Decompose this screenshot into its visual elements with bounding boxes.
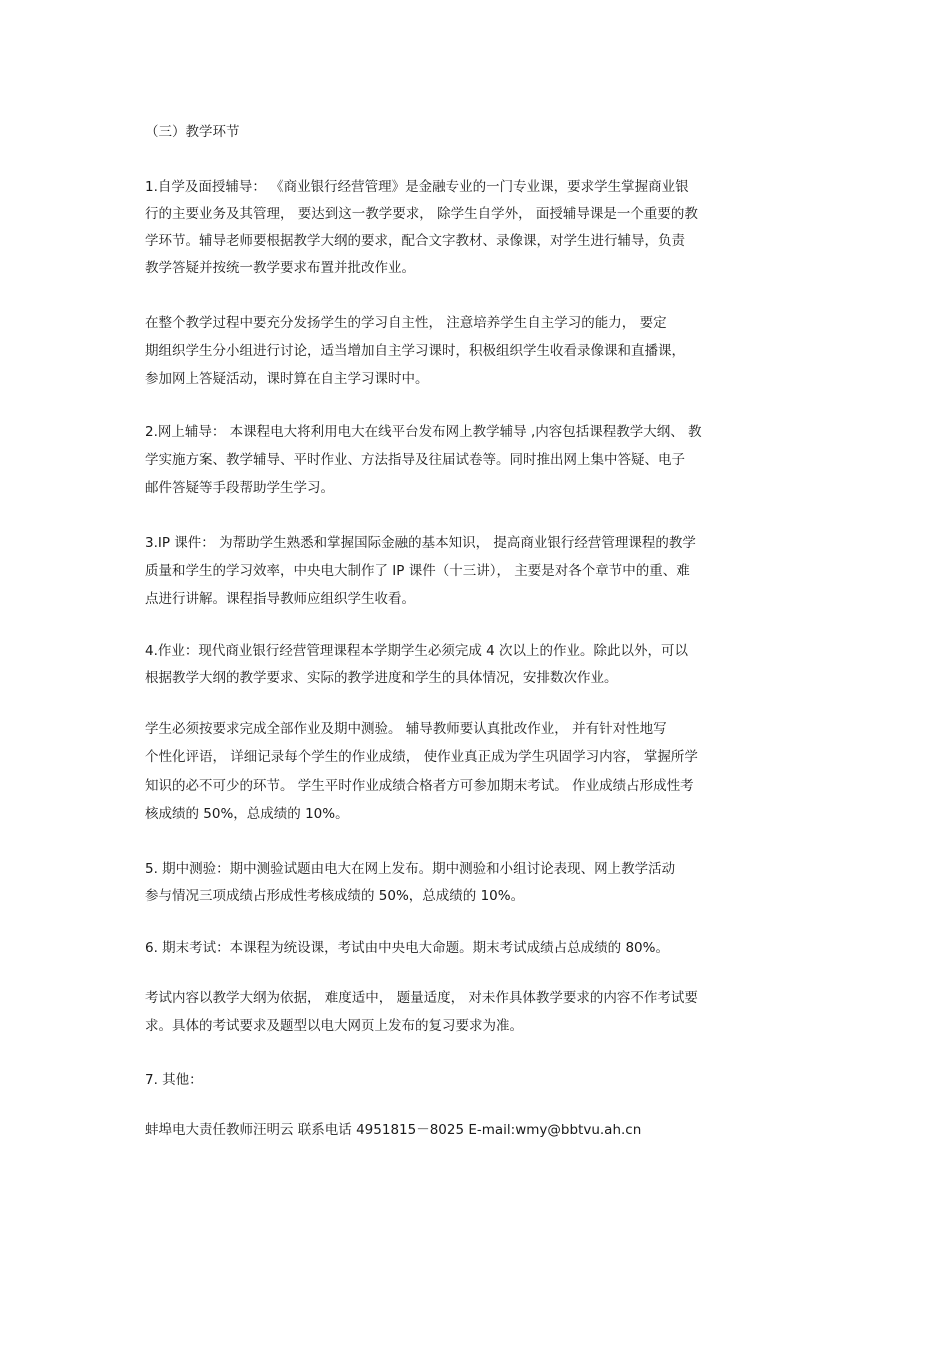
paragraph-line: 点进行讲解。课程指导教师应组织学生收看。 <box>145 591 415 607</box>
paragraph-line: 在整个教学过程中要充分发扬学生的学习自主性， 注意培养学生自主学习的能力， 要定 <box>145 315 667 331</box>
paragraph-line: 4.作业：现代商业银行经营管理课程本学期学生必须完成 4 次以上的作业。除此以外，可以 <box>145 643 689 659</box>
contact-line: 蚌埠电大责任教师汪明云 联系电话 4951815－8025 E-mail:wmy@bbtvu.ah.cn <box>145 1122 642 1138</box>
paragraph-line: 知识的必不可少的环节。 学生平时作业成绩合格者方可参加期末考试。 作业成绩占形成性考 <box>145 778 694 794</box>
paragraph-line: 邮件答疑等手段帮助学生学习。 <box>145 480 334 496</box>
paragraph-line: 7. 其他： <box>145 1072 203 1088</box>
paragraph-line: 求。具体的考试要求及题型以电大网页上发布的复习要求为准。 <box>145 1018 523 1034</box>
paragraph-line: 6. 期末考试：本课程为统设课，考试由中央电大命题。期末考试成绩占总成绩的 80%。 <box>145 940 669 956</box>
paragraph-line: 1.自学及面授辅导： 《商业银行经营管理》是金融专业的一门专业课，要求学生掌握商业银 <box>145 179 689 195</box>
paragraph-line: 学实施方案、教学辅导、平时作业、方法指导及往届试卷等。同时推出网上集中答疑、电子 <box>145 452 685 468</box>
paragraph-line: 期组织学生分小组进行讨论，适当增加自主学习课时，积极组织学生收看录像课和直播课， <box>145 343 685 359</box>
paragraph-line: 质量和学生的学习效率，中央电大制作了 IP 课件（十三讲）， 主要是对各个章节中的重、难 <box>145 563 690 579</box>
paragraph-line: 参与情况三项成绩占形成性考核成绩的 50%，总成绩的 10%。 <box>145 888 525 904</box>
paragraph-line: 参加网上答疑活动，课时算在自主学习课时中。 <box>145 371 429 387</box>
paragraph-line: 3.IP 课件： 为帮助学生熟悉和掌握国际金融的基本知识， 提高商业银行经营管理课程的教学 <box>145 535 696 551</box>
paragraph-line: 行的主要业务及其管理， 要达到这一教学要求， 除学生自学外， 面授辅导课是一个重要的教 <box>145 206 698 222</box>
paragraph-line: 学生必须按要求完成全部作业及期中测验。 辅导教师要认真批改作业， 并有针对性地写 <box>145 721 667 737</box>
paragraph-line: 考试内容以教学大纲为依据， 难度适中， 题量适度， 对未作具体教学要求的内容不作考试要 <box>145 990 698 1006</box>
paragraph-line: 核成绩的 50%，总成绩的 10%。 <box>145 806 349 822</box>
paragraph-line: 学环节。辅导老师要根据教学大纲的要求，配合文字教材、录像课，对学生进行辅导，负责 <box>145 233 685 249</box>
paragraph-line: 教学答疑并按统一教学要求布置并批改作业。 <box>145 260 415 276</box>
paragraph-line: 个性化评语， 详细记录每个学生的作业成绩， 使作业真正成为学生巩固学习内容， 掌握所学 <box>145 749 698 765</box>
paragraph-line: 2.网上辅导： 本课程电大将利用电大在线平台发布网上教学辅导 ,内容包括课程教学大纲、 教 <box>145 424 702 440</box>
section-heading: （三）教学环节 <box>145 124 240 140</box>
paragraph-line: 根据教学大纲的教学要求、实际的教学进度和学生的具体情况，安排数次作业。 <box>145 670 618 686</box>
paragraph-line: 5. 期中测验：期中测验试题由电大在网上发布。期中测验和小组讨论表现、网上教学活动 <box>145 861 676 877</box>
